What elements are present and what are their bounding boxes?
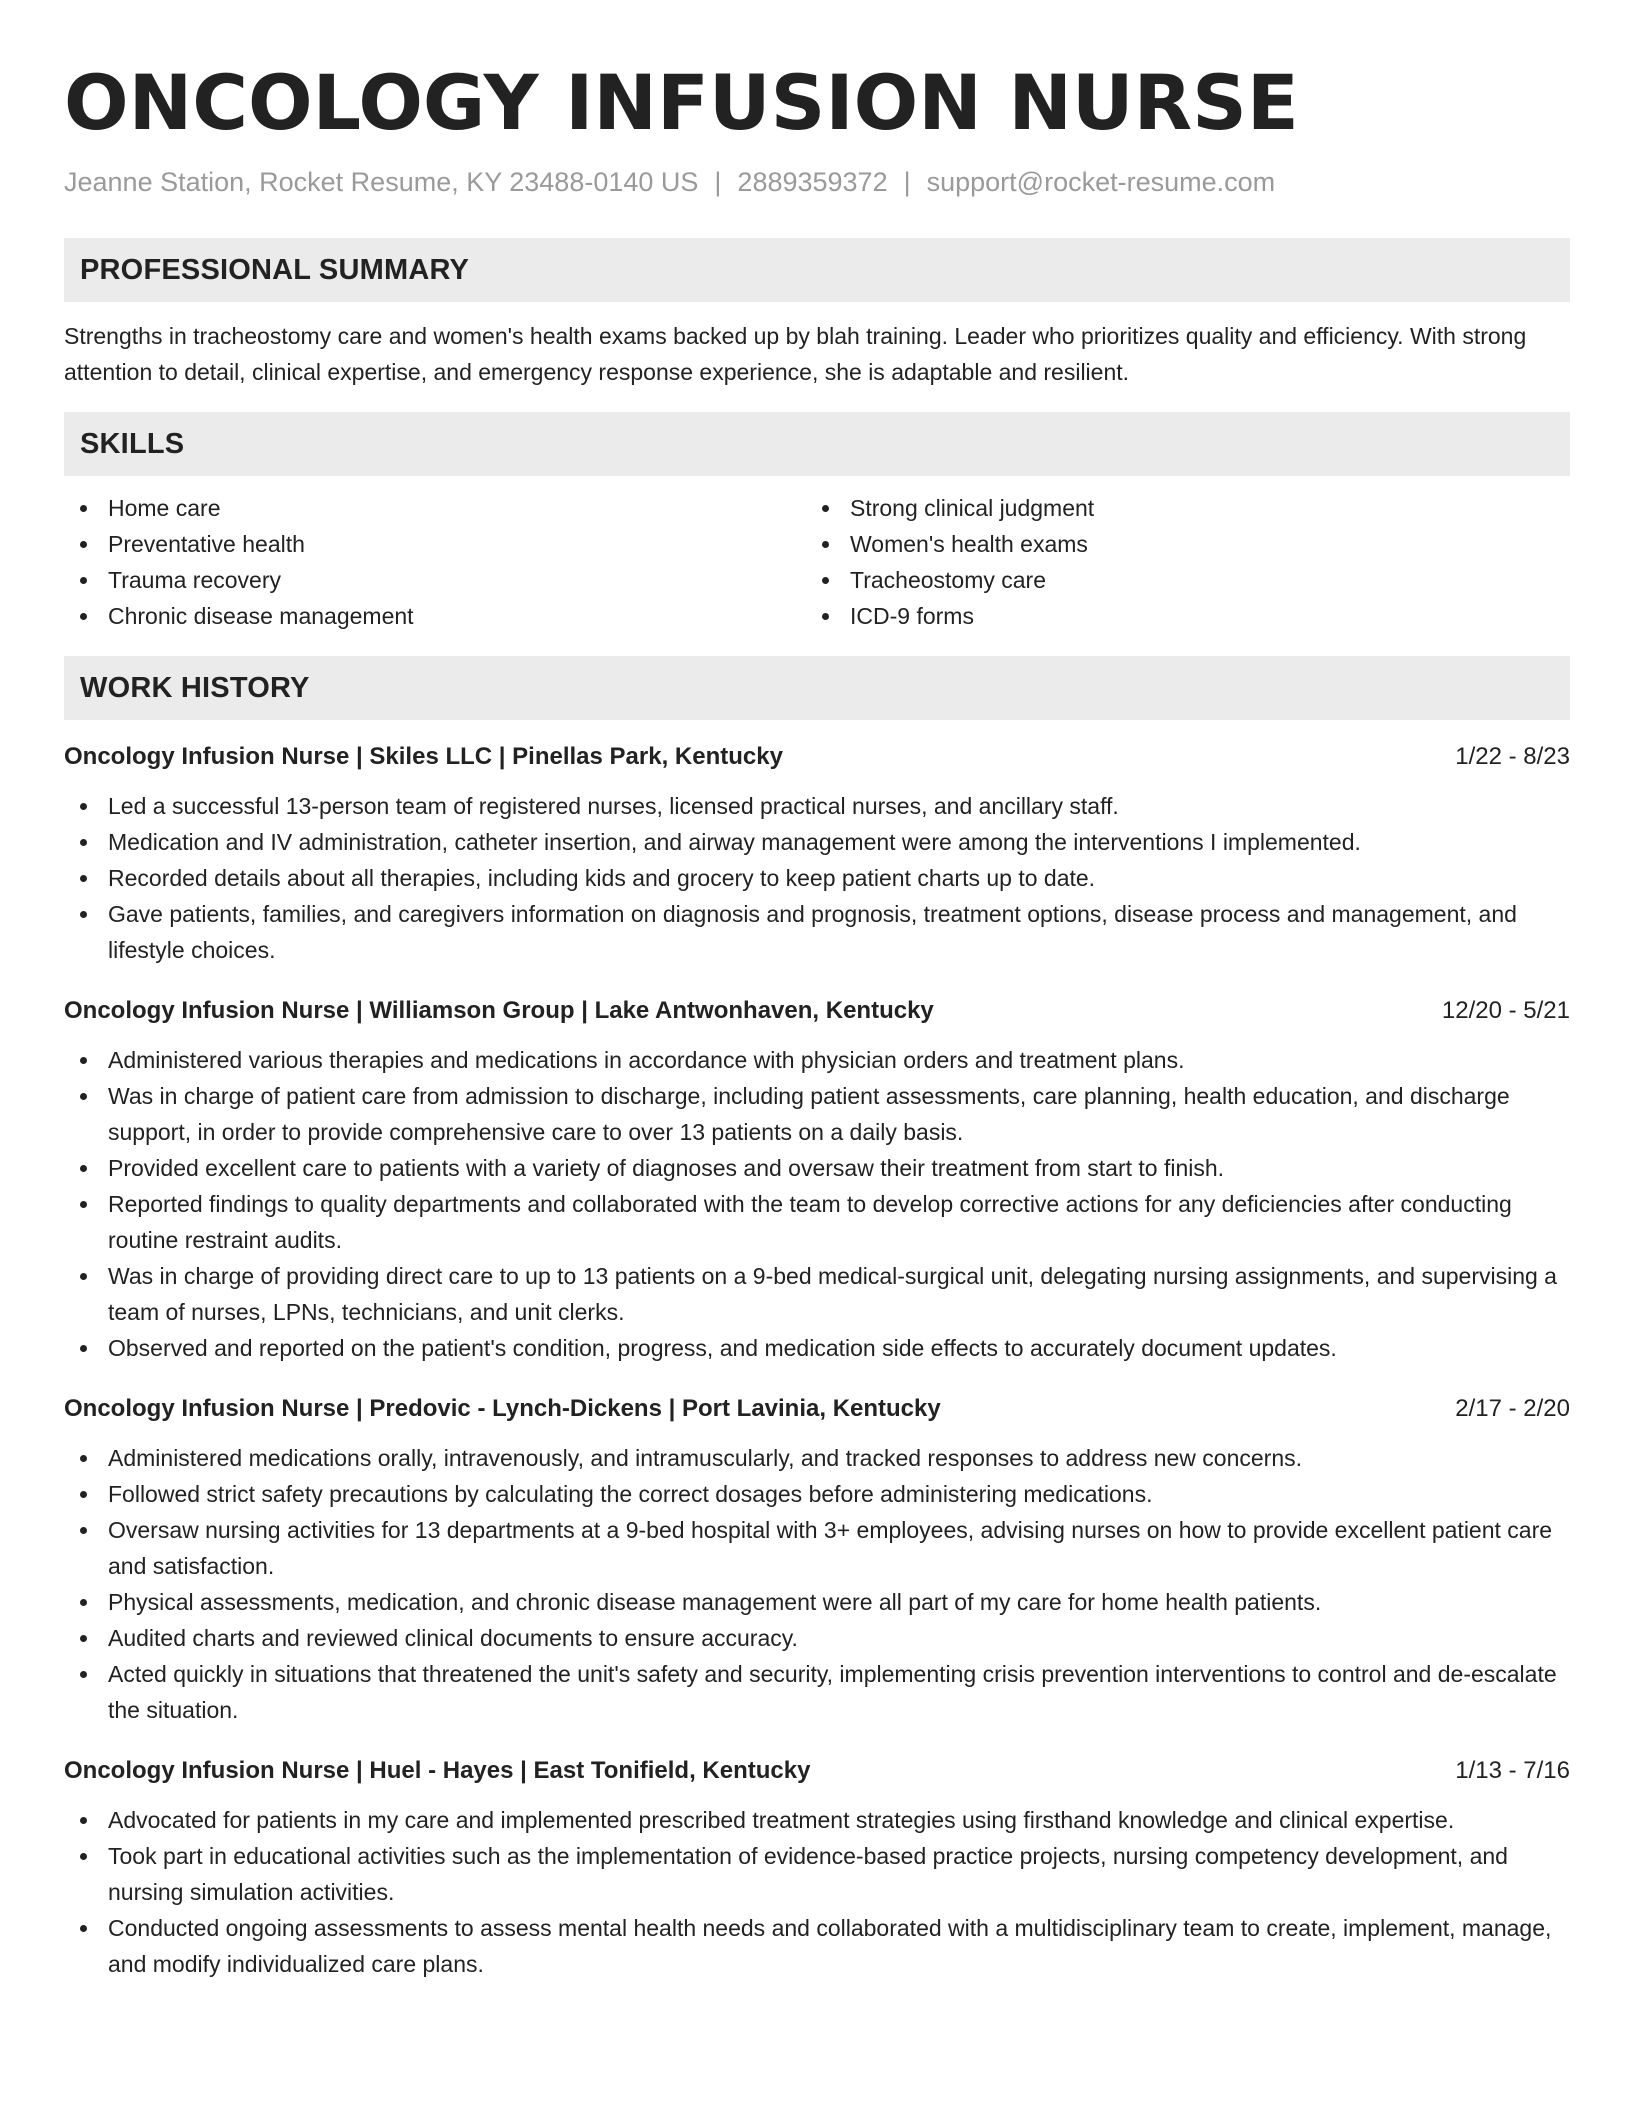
contact-separator: | (903, 167, 911, 197)
skill-item: Chronic disease management (64, 598, 806, 634)
skills-section (64, 412, 1570, 634)
job-bullet: Followed strict safety precautions by calculating the correct dosages before administering medications. (64, 1476, 1570, 1512)
skill-item: ICD-9 forms (806, 598, 1548, 634)
job-title: Oncology Infusion Nurse | Huel - Hayes | East Tonifield, Kentucky (64, 1757, 811, 1784)
job-entry (64, 1392, 1570, 1728)
job-bullet: Administered various therapies and medications in accordance with physician orders and treatment plans. (64, 1042, 1570, 1078)
job-bullet: Advocated for patients in my care and implemented prescribed treatment strategies using firsthand knowledge and clinical expertise. (64, 1802, 1570, 1838)
job-bullet: Reported findings to quality departments and collaborated with the team to develop corrective actions for any deficiencies after conducting routine restraint audits. (64, 1186, 1570, 1258)
job-header (64, 1754, 1570, 1788)
job-header (64, 994, 1570, 1028)
skills-list-right (806, 490, 1548, 634)
summary-section-header (64, 238, 1570, 302)
skills-section-header (64, 412, 1570, 476)
contact-separator: | (714, 167, 722, 197)
job-bullets (64, 788, 1570, 968)
skill-item: Tracheostomy care (806, 562, 1548, 598)
job-title: Oncology Infusion Nurse | Williamson Group | Lake Antwonhaven, Kentucky (64, 997, 934, 1024)
job-bullet: Audited charts and reviewed clinical documents to ensure accuracy. (64, 1620, 1570, 1656)
job-bullet: Led a successful 13-person team of registered nurses, licensed practical nurses, and ancillary staff. (64, 788, 1570, 824)
job-dates: 1/22 - 8/23 (1455, 743, 1570, 770)
skills-list-left (64, 490, 806, 634)
skill-item: Preventative health (64, 526, 806, 562)
skill-item: Trauma recovery (64, 562, 806, 598)
resume-title: ONCOLOGY INFUSION NURSE (64, 58, 1299, 147)
skill-item: Home care (64, 490, 806, 526)
skills-heading: SKILLS (80, 427, 185, 460)
job-entry (64, 1754, 1570, 1982)
summary-section (64, 238, 1570, 390)
job-bullet: Was in charge of patient care from admission to discharge, including patient assessments, care planning, health education, and discharge support, in order to provide comprehensive care to over 13 patients on a daily basis. (64, 1078, 1570, 1150)
job-bullets (64, 1802, 1570, 1982)
job-entry (64, 740, 1570, 968)
summary-text: Strengths in tracheostomy care and women's health exams backed up by blah training. Leader who prioritizes quality and efficiency. With strong attention to detail, clinical expertise, and emergency response experience, she is adaptable and resilient. (64, 323, 1527, 385)
job-header (64, 740, 1570, 774)
contact-phone: 2889359372 (737, 167, 888, 197)
job-bullet: Acted quickly in situations that threatened the unit's safety and security, implementing crisis prevention interventions to control and de-escalate the situation. (64, 1656, 1570, 1728)
job-title: Oncology Infusion Nurse | Skiles LLC | Pinellas Park, Kentucky (64, 743, 783, 770)
job-bullets (64, 1042, 1570, 1366)
contact-address: Jeanne Station, Rocket Resume, KY 23488-0140 US (64, 167, 699, 197)
work-history-section-header (64, 656, 1570, 720)
job-bullets (64, 1440, 1570, 1728)
job-bullet: Administered medications orally, intravenously, and intramuscularly, and tracked responses to address new concerns. (64, 1440, 1570, 1476)
job-bullet: Conducted ongoing assessments to assess mental health needs and collaborated with a multidisciplinary team to create, implement, manage, and modify individualized care plans. (64, 1910, 1570, 1982)
summary-heading: PROFESSIONAL SUMMARY (80, 253, 470, 286)
job-dates: 1/13 - 7/16 (1455, 1757, 1570, 1784)
skill-item: Strong clinical judgment (806, 490, 1548, 526)
job-bullet: Was in charge of providing direct care to up to 13 patients on a 9-bed medical-surgical unit, delegating nursing assignments, and supervising a team of nurses, LPNs, technicians, and unit clerks. (64, 1258, 1570, 1330)
job-bullet: Oversaw nursing activities for 13 departments at a 9-bed hospital with 3+ employees, advising nurses on how to provide excellent patient care and satisfaction. (64, 1512, 1570, 1584)
resume-page (64, 52, 1570, 1982)
job-dates: 12/20 - 5/21 (1441, 997, 1570, 1024)
job-title: Oncology Infusion Nurse | Predovic - Lynch-Dickens | Port Lavinia, Kentucky (64, 1395, 941, 1422)
contact-line (64, 164, 1570, 200)
job-entry (64, 994, 1570, 1366)
job-bullet: Physical assessments, medication, and chronic disease management were all part of my care for home health patients. (64, 1584, 1570, 1620)
job-dates: 2/17 - 2/20 (1455, 1395, 1570, 1422)
job-bullet: Medication and IV administration, catheter insertion, and airway management were among the interventions I implemented. (64, 824, 1570, 860)
job-header (64, 1392, 1570, 1426)
job-bullet: Recorded details about all therapies, including kids and grocery to keep patient charts up to date. (64, 860, 1570, 896)
contact-email: support@rocket-resume.com (926, 167, 1276, 197)
job-bullet: Observed and reported on the patient's condition, progress, and medication side effects to accurately document updates. (64, 1330, 1570, 1366)
job-bullet: Provided excellent care to patients with a variety of diagnoses and oversaw their treatment from start to finish. (64, 1150, 1570, 1186)
work-history-section (64, 656, 1570, 1982)
job-bullet: Took part in educational activities such as the implementation of evidence-based practice projects, nursing competency development, and nursing simulation activities. (64, 1838, 1570, 1910)
job-bullet: Gave patients, families, and caregivers information on diagnosis and prognosis, treatment options, disease process and management, and lifestyle choices. (64, 896, 1570, 968)
work-history-heading: WORK HISTORY (80, 671, 310, 704)
skills-columns (64, 490, 1570, 634)
skill-item: Women's health exams (806, 526, 1548, 562)
